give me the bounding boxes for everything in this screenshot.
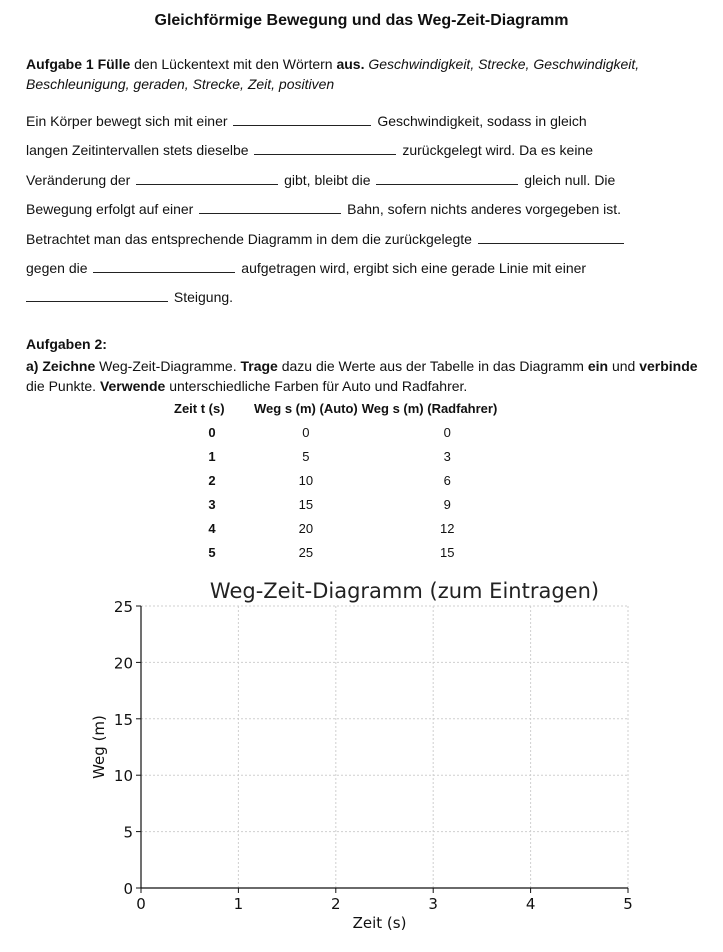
table-row: [172, 492, 535, 516]
table-header: Weg s (m) (Auto): [254, 400, 358, 416]
cloze-blank-5[interactable]: [199, 199, 341, 214]
table-cell: 6: [443, 472, 451, 488]
cloze-text: gleich null. Die: [524, 172, 616, 188]
table-cell: 10: [298, 472, 314, 488]
table-cell: 15: [440, 544, 455, 560]
cloze-text: langen Zeitintervallen stets dieselbe: [26, 142, 249, 158]
table-cell: 3: [208, 496, 216, 512]
table-cell: 25: [298, 544, 314, 560]
table-row: [172, 444, 535, 468]
task2-heading: Aufgaben 2:: [26, 336, 107, 352]
table-cell: 5: [302, 448, 310, 464]
cloze-text: aufgetragen wird, ergibt sich eine gerade Linie mit einer: [241, 260, 587, 276]
table-cell: 0: [443, 424, 451, 440]
y-tick-label: 20: [113, 654, 133, 673]
x-axis-label: Zeit (s): [352, 914, 407, 932]
table-cell: 15: [298, 496, 314, 512]
task1-label: Aufgabe 1: [26, 56, 94, 72]
table-cell: 20: [298, 520, 314, 536]
task2a-text: unterschiedliche Farben für Auto und Radfahrer.: [169, 378, 468, 394]
y-tick-label: 5: [123, 823, 133, 842]
cloze-text: Veränderung der: [26, 172, 131, 188]
chart-title: Weg-Zeit-Diagramm (zum Eintragen): [209, 579, 600, 603]
y-tick-label: 0: [123, 880, 133, 898]
y-tick-label: 15: [113, 710, 133, 729]
cloze-text: Bahn, sofern nichts anderes vorgegeben ist.: [347, 201, 622, 217]
task2a-text: und: [611, 358, 636, 374]
cloze-blank-7[interactable]: [93, 258, 235, 273]
cloze-text: Betrachtet man das entsprechende Diagramm in dem die zurückgelegte: [26, 231, 472, 247]
task1-text: den Lückentext mit den Wörtern: [134, 56, 333, 72]
cloze-text: Bewegung erfolgt auf einer: [26, 201, 194, 217]
cloze-text: zurückgelegt wird. Da es keine: [402, 142, 594, 158]
cloze-line-1: [26, 111, 716, 131]
values-table: [172, 396, 535, 564]
cloze-text: gibt, bleibt die: [284, 172, 371, 188]
x-tick-label: 4: [525, 895, 536, 913]
x-tick-label: 2: [331, 895, 341, 913]
cloze-text: gegen die: [26, 260, 88, 276]
table-row: [172, 420, 535, 444]
table-header: Weg s (m) (Radfahrer): [361, 400, 498, 416]
table-row: [172, 516, 535, 540]
task2a-trage: Trage: [240, 358, 278, 374]
y-tick-label: 10: [113, 767, 133, 786]
task1-words: Geschwindigkeit, Strecke, Geschwindigkeit, Beschleunigung, geraden, Strecke, Zeit, positiven: [26, 56, 640, 92]
cloze-blank-3[interactable]: [136, 170, 278, 185]
table-cell: 4: [208, 520, 216, 536]
cloze-blank-6[interactable]: [478, 229, 624, 244]
task2a-ein: ein: [587, 358, 609, 374]
cloze-text: Steigung.: [173, 289, 234, 305]
task2a-instructions: [26, 356, 706, 396]
table-cell: 9: [443, 496, 451, 512]
task2a-text: Weg-Zeit-Diagramme.: [99, 358, 237, 374]
cloze-blank-8[interactable]: [26, 287, 168, 302]
table-cell: 1: [208, 448, 216, 464]
y-axis-label: Weg (m): [90, 715, 108, 779]
task1-aus: aus.: [336, 56, 365, 72]
cloze-blank-2[interactable]: [254, 140, 396, 155]
table-cell: 0: [302, 424, 310, 440]
table-row: [172, 468, 535, 492]
cloze-blank-1[interactable]: [233, 111, 371, 126]
task2a-verwende: Verwende: [99, 378, 166, 394]
task2a-text: die Punkte.: [26, 378, 97, 394]
cloze-line-3: [26, 170, 716, 190]
cloze-text: Geschwindigkeit, sodass in gleich: [377, 113, 587, 129]
cloze-line-5: [26, 229, 716, 249]
table-cell: 3: [443, 448, 451, 464]
table-cell: 0: [208, 424, 216, 440]
table-header: Zeit t (s): [174, 400, 225, 416]
table-cell: 2: [208, 472, 216, 488]
task1-instructions: [26, 54, 706, 94]
task2a-zeichne: Zeichne: [42, 358, 96, 374]
table-header-row: [172, 396, 535, 420]
x-tick-label: 0: [136, 895, 146, 913]
task1-verb: Fülle: [97, 56, 131, 72]
table-row: [172, 540, 535, 564]
cloze-blank-4[interactable]: [376, 170, 518, 185]
x-tick-label: 3: [428, 895, 438, 913]
x-tick-label: 1: [233, 895, 244, 913]
table-cell: 5: [208, 544, 216, 560]
cloze-line-7: [26, 287, 716, 307]
table-cell: 12: [440, 520, 455, 536]
cloze-line-2: [26, 140, 716, 160]
weg-zeit-chart: [0, 570, 723, 948]
cloze-line-6: [26, 258, 716, 278]
cloze-text: Ein Körper bewegt sich mit einer: [26, 113, 228, 129]
task2a-label: a): [26, 358, 39, 374]
cloze-line-4: [26, 199, 716, 219]
task2a-text: dazu die Werte aus der Tabelle in das Diagramm: [281, 358, 584, 374]
task2a-verbinde: verbinde: [639, 358, 698, 374]
y-tick-label: 25: [113, 598, 133, 616]
page-title: Gleichförmige Bewegung und das Weg-Zeit-Diagramm: [154, 12, 569, 29]
x-tick-label: 5: [623, 895, 633, 913]
